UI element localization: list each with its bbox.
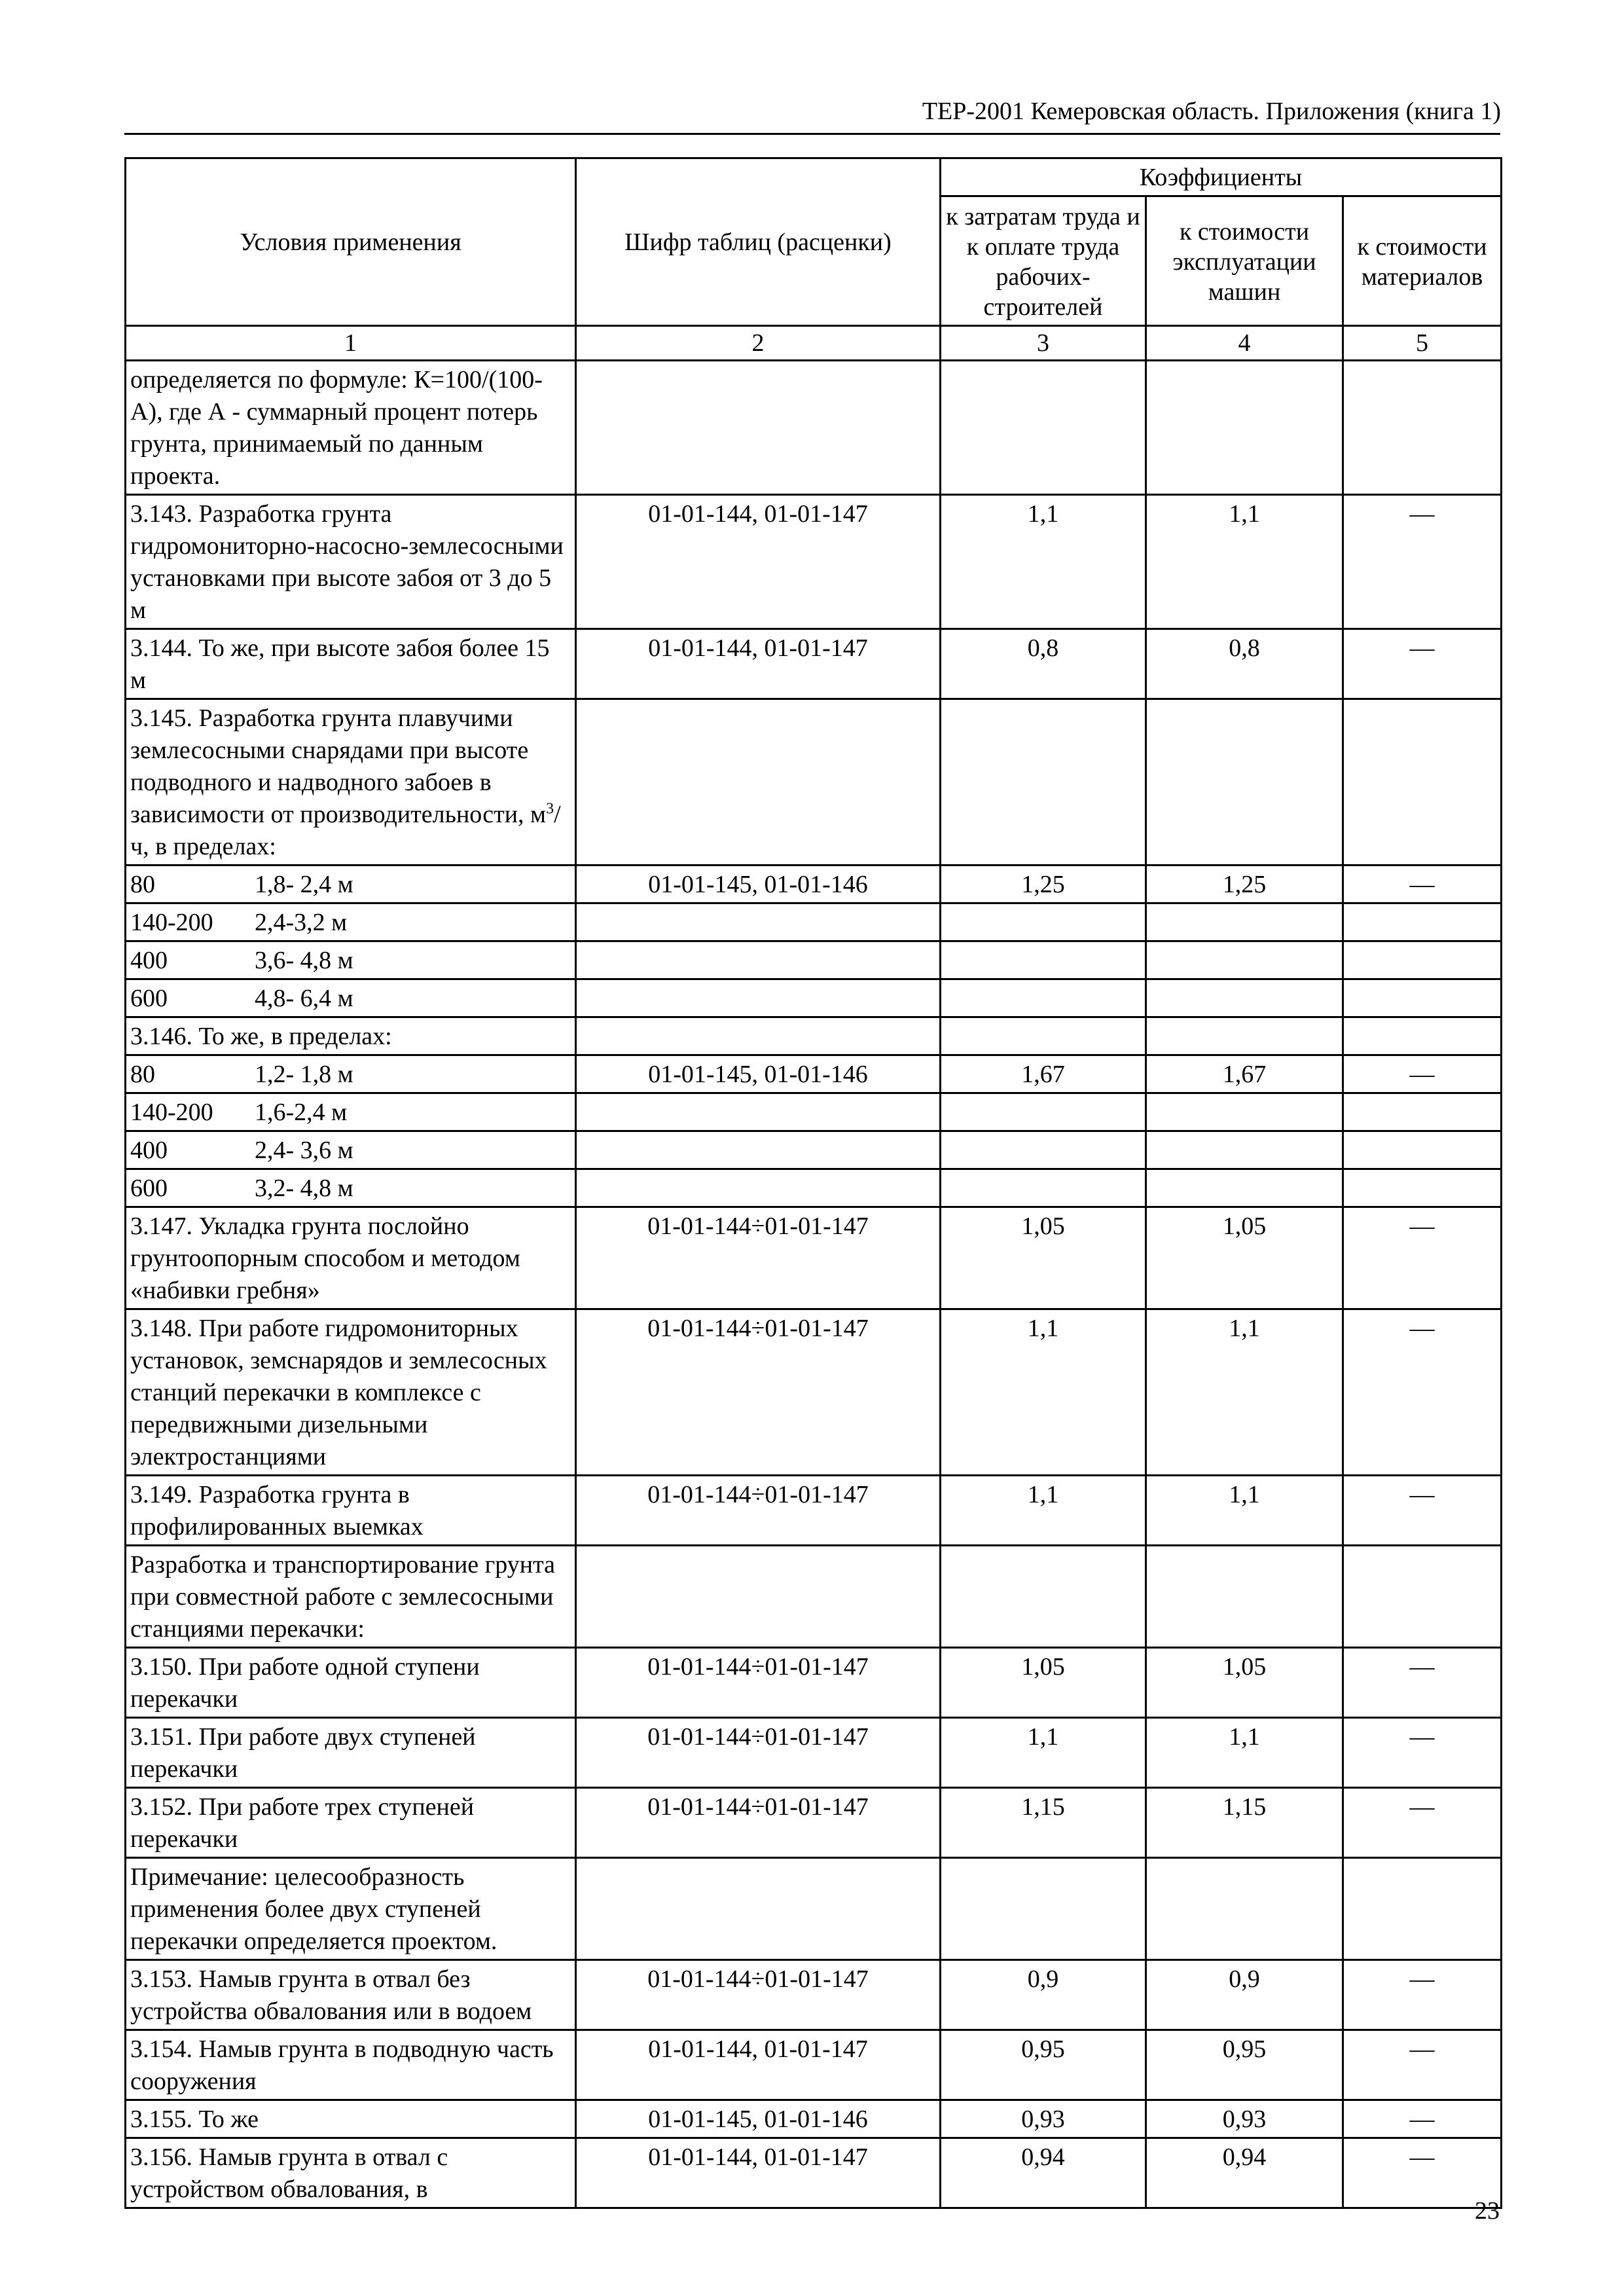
machines-coefficient-cell: 0,8 bbox=[1146, 629, 1343, 699]
materials-coefficient-cell bbox=[1343, 903, 1502, 941]
coefficients-table bbox=[124, 157, 1502, 2209]
condition-cell bbox=[126, 979, 576, 1017]
machines-coefficient-cell bbox=[1146, 979, 1343, 1017]
table-row bbox=[126, 2100, 1502, 2138]
machines-coefficient-cell: 1,25 bbox=[1146, 866, 1343, 903]
condition-cell bbox=[126, 1093, 576, 1131]
face-height-range: 4,8- 6,4 м bbox=[255, 985, 353, 1012]
condition-cell bbox=[126, 1169, 576, 1207]
labor-coefficient-cell: 0,8 bbox=[941, 629, 1146, 699]
machines-coefficient-cell: 0,9 bbox=[1146, 1960, 1343, 2030]
table-row bbox=[126, 903, 1502, 941]
machines-coefficient-cell bbox=[1146, 1131, 1343, 1169]
productivity-value: 400 bbox=[130, 947, 168, 974]
face-height-range: 2,4-3,2 м bbox=[255, 909, 348, 936]
labor-coefficient-cell: 0,93 bbox=[941, 2100, 1146, 2138]
labor-coefficient-cell: 1,1 bbox=[941, 1718, 1146, 1788]
materials-coefficient-cell bbox=[1343, 979, 1502, 1017]
materials-coefficient-cell bbox=[1343, 699, 1502, 866]
header-code: Шифр таблиц (расценки) bbox=[576, 158, 941, 326]
code-cell: 01-01-144÷01-01-147 bbox=[576, 1476, 941, 1546]
table-row bbox=[126, 1017, 1502, 1055]
machines-coefficient-cell bbox=[1146, 1546, 1343, 1648]
labor-coefficient-cell: 0,95 bbox=[941, 2030, 1146, 2100]
machines-coefficient-cell bbox=[1146, 699, 1343, 866]
code-cell: 01-01-144, 01-01-147 bbox=[576, 495, 941, 629]
table-row bbox=[126, 1309, 1502, 1476]
materials-coefficient-cell: — bbox=[1343, 1309, 1502, 1476]
condition-cell: 3.144. То же, при высоте забоя более 15 м bbox=[126, 629, 576, 699]
header-conditions: Условия применения bbox=[126, 158, 576, 326]
labor-coefficient-cell bbox=[941, 1169, 1146, 1207]
labor-coefficient-cell: 1,05 bbox=[941, 1207, 1146, 1309]
code-cell bbox=[576, 361, 941, 495]
labor-coefficient-cell bbox=[941, 699, 1146, 866]
column-number: 2 bbox=[576, 326, 941, 361]
materials-coefficient-cell bbox=[1343, 1858, 1502, 1960]
machines-coefficient-cell: 1,1 bbox=[1146, 1309, 1343, 1476]
code-cell: 01-01-144÷01-01-147 bbox=[576, 1207, 941, 1309]
materials-coefficient-cell: — bbox=[1343, 1960, 1502, 2030]
table-row bbox=[126, 495, 1502, 629]
labor-coefficient-cell: 0,9 bbox=[941, 1960, 1146, 2030]
labor-coefficient-cell: 1,25 bbox=[941, 866, 1146, 903]
machines-coefficient-cell: 0,94 bbox=[1146, 2138, 1343, 2208]
materials-coefficient-cell: — bbox=[1343, 2138, 1502, 2208]
table-row bbox=[126, 2138, 1502, 2208]
code-cell: 01-01-145, 01-01-146 bbox=[576, 2100, 941, 2138]
labor-coefficient-cell bbox=[941, 1131, 1146, 1169]
labor-coefficient-cell bbox=[941, 1093, 1146, 1131]
productivity-value: 80 bbox=[130, 1061, 155, 1088]
header-rule bbox=[124, 133, 1500, 135]
table-row bbox=[126, 1648, 1502, 1718]
column-number: 4 bbox=[1146, 326, 1343, 361]
header-machines: к стоимости эксплуатации машин bbox=[1146, 196, 1343, 326]
code-cell bbox=[576, 903, 941, 941]
code-cell: 01-01-144÷01-01-147 bbox=[576, 1788, 941, 1858]
condition-cell bbox=[126, 1055, 576, 1093]
materials-coefficient-cell: — bbox=[1343, 2030, 1502, 2100]
condition-cell: 3.147. Укладка грунта послойно грунтоопорным способом и методом «набивки гребня» bbox=[126, 1207, 576, 1309]
materials-coefficient-cell bbox=[1343, 1169, 1502, 1207]
condition-cell bbox=[126, 866, 576, 903]
code-cell: 01-01-144÷01-01-147 bbox=[576, 1648, 941, 1718]
labor-coefficient-cell: 1,1 bbox=[941, 495, 1146, 629]
condition-cell: 3.151. При работе двух ступеней перекачки bbox=[126, 1718, 576, 1788]
machines-coefficient-cell: 0,95 bbox=[1146, 2030, 1343, 2100]
code-cell: 01-01-144÷01-01-147 bbox=[576, 1718, 941, 1788]
labor-coefficient-cell: 1,05 bbox=[941, 1648, 1146, 1718]
labor-coefficient-cell bbox=[941, 979, 1146, 1017]
code-cell bbox=[576, 1546, 941, 1648]
table-row bbox=[126, 629, 1502, 699]
productivity-value: 140-200 bbox=[130, 909, 213, 936]
code-cell: 01-01-145, 01-01-146 bbox=[576, 1055, 941, 1093]
materials-coefficient-cell bbox=[1343, 941, 1502, 979]
materials-coefficient-cell: — bbox=[1343, 1648, 1502, 1718]
header-labor: к затратам труда и к оплате труда рабочих-строителей bbox=[941, 196, 1146, 326]
code-cell bbox=[576, 699, 941, 866]
face-height-range: 3,2- 4,8 м bbox=[255, 1175, 353, 1202]
condition-cell: Примечание: целесообразность применения более двух ступеней перекачки определяется проектом. bbox=[126, 1858, 576, 1960]
materials-coefficient-cell: — bbox=[1343, 629, 1502, 699]
code-cell bbox=[576, 1017, 941, 1055]
table-row bbox=[126, 1788, 1502, 1858]
materials-coefficient-cell: — bbox=[1343, 1718, 1502, 1788]
face-height-range: 1,2- 1,8 м bbox=[255, 1061, 353, 1088]
table-row bbox=[126, 2030, 1502, 2100]
materials-coefficient-cell: — bbox=[1343, 495, 1502, 629]
condition-cell: 3.152. При работе трех ступеней перекачки bbox=[126, 1788, 576, 1858]
condition-cell: 3.156. Намыв грунта в отвал с устройством обвалования, в bbox=[126, 2138, 576, 2208]
code-cell bbox=[576, 1131, 941, 1169]
productivity-value: 600 bbox=[130, 1175, 168, 1202]
table-row bbox=[126, 1093, 1502, 1131]
table-row bbox=[126, 866, 1502, 903]
machines-coefficient-cell: 1,05 bbox=[1146, 1207, 1343, 1309]
condition-cell bbox=[126, 903, 576, 941]
face-height-range: 1,6-2,4 м bbox=[255, 1099, 348, 1126]
header-coefficients: Коэффициенты bbox=[941, 158, 1502, 196]
code-cell: 01-01-144, 01-01-147 bbox=[576, 2030, 941, 2100]
table-row bbox=[126, 1055, 1502, 1093]
table-row bbox=[126, 1960, 1502, 2030]
superscript: 3 bbox=[546, 800, 554, 818]
labor-coefficient-cell: 1,67 bbox=[941, 1055, 1146, 1093]
condition-cell: 3.153. Намыв грунта в отвал без устройства обвалования или в водоем bbox=[126, 1960, 576, 2030]
face-height-range: 2,4- 3,6 м bbox=[255, 1137, 353, 1164]
condition-cell: 3.155. То же bbox=[126, 2100, 576, 2138]
condition-cell: 3.150. При работе одной ступени перекачки bbox=[126, 1648, 576, 1718]
machines-coefficient-cell bbox=[1146, 361, 1343, 495]
header-materials: к стоимости материалов bbox=[1343, 196, 1502, 326]
table-row bbox=[126, 1718, 1502, 1788]
table-row bbox=[126, 1546, 1502, 1648]
table-row bbox=[126, 979, 1502, 1017]
materials-coefficient-cell: — bbox=[1343, 2100, 1502, 2138]
column-number: 5 bbox=[1343, 326, 1502, 361]
labor-coefficient-cell bbox=[941, 941, 1146, 979]
productivity-value: 140-200 bbox=[130, 1099, 213, 1126]
labor-coefficient-cell: 1,1 bbox=[941, 1476, 1146, 1546]
materials-coefficient-cell bbox=[1343, 1131, 1502, 1169]
condition-cell bbox=[126, 699, 576, 866]
machines-coefficient-cell bbox=[1146, 1858, 1343, 1960]
table-row bbox=[126, 941, 1502, 979]
machines-coefficient-cell: 0,93 bbox=[1146, 2100, 1343, 2138]
column-number: 1 bbox=[126, 326, 576, 361]
table-row bbox=[126, 1476, 1502, 1546]
condition-text: /ч, в пределах: bbox=[130, 801, 561, 860]
condition-cell: определяется по формуле: К=100/(100-А), где А - суммарный процент потерь грунта, принимаемый по данным проекта. bbox=[126, 361, 576, 495]
machines-coefficient-cell: 1,15 bbox=[1146, 1788, 1343, 1858]
labor-coefficient-cell: 0,94 bbox=[941, 2138, 1146, 2208]
condition-text: 3.145. Разработка грунта плавучими землесосными снарядами при высоте подводного и надводного забоев в зависимости от производительности, м bbox=[130, 704, 547, 828]
condition-cell: 3.149. Разработка грунта в профилированных выемках bbox=[126, 1476, 576, 1546]
face-height-range: 1,8- 2,4 м bbox=[255, 871, 353, 898]
materials-coefficient-cell: — bbox=[1343, 1207, 1502, 1309]
machines-coefficient-cell bbox=[1146, 1169, 1343, 1207]
materials-coefficient-cell: — bbox=[1343, 866, 1502, 903]
materials-coefficient-cell: — bbox=[1343, 1788, 1502, 1858]
labor-coefficient-cell bbox=[941, 1858, 1146, 1960]
machines-coefficient-cell: 1,1 bbox=[1146, 1476, 1343, 1546]
machines-coefficient-cell bbox=[1146, 1093, 1343, 1131]
machines-coefficient-cell: 1,05 bbox=[1146, 1648, 1343, 1718]
code-cell: 01-01-144÷01-01-147 bbox=[576, 1960, 941, 2030]
machines-coefficient-cell bbox=[1146, 941, 1343, 979]
condition-cell: 3.148. При работе гидромониторных установок, земснарядов и землесосных станций перекачки в комплексе с передвижными дизельными электростанциями bbox=[126, 1309, 576, 1476]
productivity-value: 400 bbox=[130, 1137, 168, 1164]
running-header: ТЕР-2001 Кемеровская область. Приложения (книга 1) bbox=[922, 98, 1501, 125]
table-row bbox=[126, 1207, 1502, 1309]
labor-coefficient-cell bbox=[941, 1546, 1146, 1648]
column-number: 3 bbox=[941, 326, 1146, 361]
labor-coefficient-cell: 1,1 bbox=[941, 1309, 1146, 1476]
code-cell: 01-01-145, 01-01-146 bbox=[576, 866, 941, 903]
code-cell bbox=[576, 1858, 941, 1960]
code-cell bbox=[576, 979, 941, 1017]
materials-coefficient-cell bbox=[1343, 1546, 1502, 1648]
code-cell: 01-01-144÷01-01-147 bbox=[576, 1309, 941, 1476]
table-row bbox=[126, 699, 1502, 866]
productivity-value: 600 bbox=[130, 985, 168, 1012]
machines-coefficient-cell: 1,1 bbox=[1146, 1718, 1343, 1788]
machines-coefficient-cell bbox=[1146, 1017, 1343, 1055]
table-row bbox=[126, 1858, 1502, 1960]
materials-coefficient-cell bbox=[1343, 1017, 1502, 1055]
machines-coefficient-cell: 1,1 bbox=[1146, 495, 1343, 629]
table-row bbox=[126, 361, 1502, 495]
materials-coefficient-cell: — bbox=[1343, 1055, 1502, 1093]
condition-cell: 3.146. То же, в пределах: bbox=[126, 1017, 576, 1055]
table-body bbox=[126, 361, 1502, 2208]
condition-cell: Разработка и транспортирование грунта при совместной работе с землесосными станциями перекачки: bbox=[126, 1546, 576, 1648]
condition-cell: 3.143. Разработка грунта гидромониторно-насосно-землесосными установками при высоте забоя от 3 до 5 м bbox=[126, 495, 576, 629]
code-cell: 01-01-144, 01-01-147 bbox=[576, 2138, 941, 2208]
code-cell bbox=[576, 1169, 941, 1207]
labor-coefficient-cell: 1,15 bbox=[941, 1788, 1146, 1858]
labor-coefficient-cell bbox=[941, 1017, 1146, 1055]
labor-coefficient-cell bbox=[941, 361, 1146, 495]
machines-coefficient-cell bbox=[1146, 903, 1343, 941]
condition-cell: 3.154. Намыв грунта в подводную часть сооружения bbox=[126, 2030, 576, 2100]
materials-coefficient-cell bbox=[1343, 361, 1502, 495]
code-cell bbox=[576, 941, 941, 979]
code-cell bbox=[576, 1093, 941, 1131]
condition-cell bbox=[126, 941, 576, 979]
materials-coefficient-cell: — bbox=[1343, 1476, 1502, 1546]
face-height-range: 3,6- 4,8 м bbox=[255, 947, 353, 974]
table-row bbox=[126, 1131, 1502, 1169]
page-number: 23 bbox=[1475, 2197, 1500, 2225]
condition-cell bbox=[126, 1131, 576, 1169]
code-cell: 01-01-144, 01-01-147 bbox=[576, 629, 941, 699]
productivity-value: 80 bbox=[130, 871, 155, 898]
machines-coefficient-cell: 1,67 bbox=[1146, 1055, 1343, 1093]
materials-coefficient-cell bbox=[1343, 1093, 1502, 1131]
labor-coefficient-cell bbox=[941, 903, 1146, 941]
table-row bbox=[126, 1169, 1502, 1207]
